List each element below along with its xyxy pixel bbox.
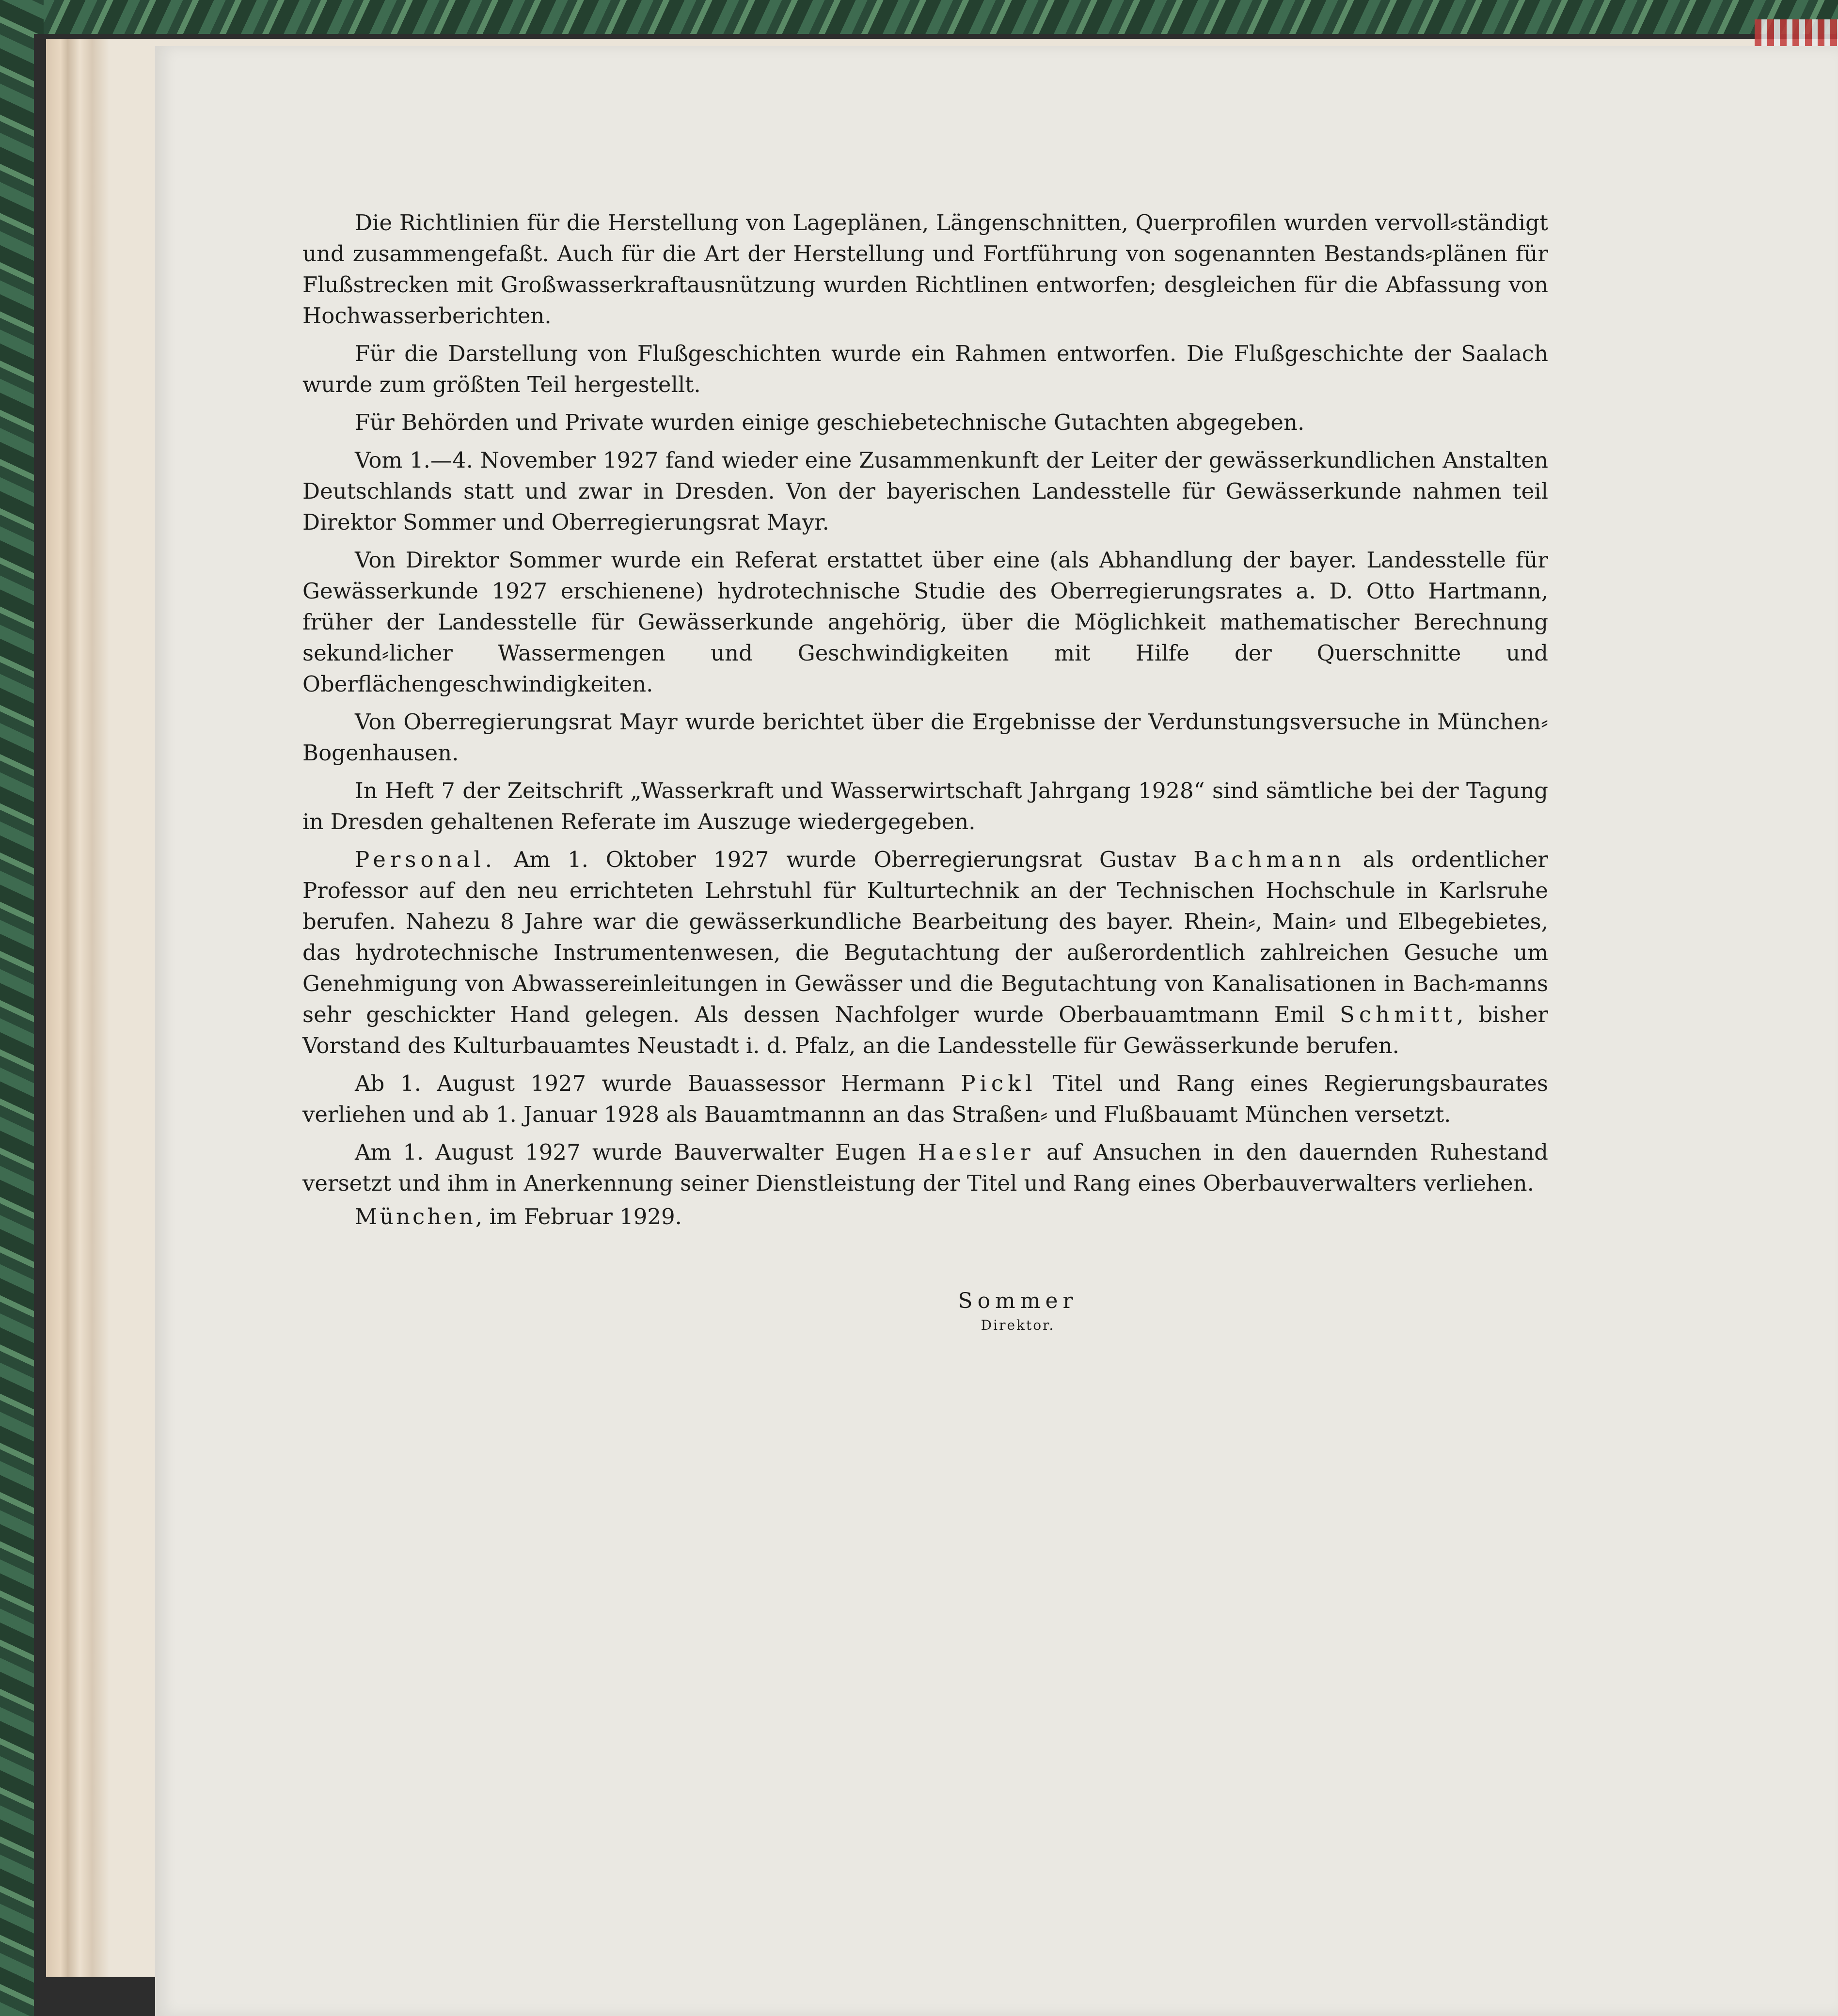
name-haesler: Haesler — [918, 1139, 1035, 1165]
dateline-date: , im Februar 1929. — [475, 1204, 682, 1229]
paragraph-heft: In Heft 7 der Zeitschrift „Wasserkraft und Wasserwirtschaft Jahrgang 1928“ sind sämtliche bei der Tagung in Dresden gehaltenen Referate im Auszuge wiedergegeben. — [302, 778, 1548, 835]
signature-name: Sommer — [958, 1289, 1078, 1313]
paragraph-pickl — [302, 1068, 1548, 1130]
personal-text-1: Am 1. Oktober 1927 wurde Oberregierungsrat Gustav — [496, 847, 1194, 872]
name-bachmann: Bachmann — [1193, 847, 1346, 872]
body-text — [302, 207, 1548, 1206]
paragraph-verdunstung: Von Oberregierungsrat Mayr wurde berichtet über die Ergebnisse der Verdunstungsversuche in München⸗Bogenhausen. — [302, 709, 1548, 766]
paragraph-haesler — [302, 1137, 1548, 1199]
personal-text-3: , bisher Vorstand des Kulturbauamtes Neustadt i. d. Pfalz, an die Landesstelle für Gewässerkunde berufen. — [302, 1002, 1549, 1058]
personal-heading: Personal. — [355, 847, 497, 872]
name-schmitt: Schmitt — [1340, 1002, 1457, 1027]
haesler-text-2: auf Ansuchen in den dauernden Ruhestand versetzt und ihm in Anerkennung seiner Dienstleistung der Titel und Rang eines Oberbauverwalters verliehen. — [302, 1139, 1548, 1196]
paragraph-flussgeschichte: Für die Darstellung von Flußgeschichten wurde ein Rahmen entworfen. Die Flußgeschichte der Saalach wurde zum größten Teil hergestellt. — [302, 341, 1548, 397]
haesler-text-1: Am 1. August 1927 wurde Bauverwalter Eugen — [355, 1139, 918, 1165]
signature-block — [872, 1287, 1163, 1335]
name-pickl: Pickl — [961, 1071, 1037, 1096]
paragraph-gutachten: Für Behörden und Private wurden einige geschiebetechnische Gutachten abgegeben. — [355, 410, 1305, 435]
dateline-city: München — [355, 1204, 475, 1229]
signature-title: Direktor. — [981, 1317, 1055, 1333]
paragraph-zusammenkunft: Vom 1.—4. November 1927 fand wieder eine Zusammenkunft der Leiter der gewässerkundlichen Anstalten Deutschlands statt und zwar in Dresden. Von der bayerischen Landesstelle für Gewässerkunde nahmen teil Direktor Sommer und Oberregierungsrat Mayr. — [302, 447, 1548, 535]
pickl-text-2: Titel und Rang eines Regierungsbaurates verliehen und ab 1. Januar 1928 als Bauamtmannn an das Straßen⸗ und Flußbauamt München versetzt. — [302, 1071, 1549, 1127]
paragraph-personal — [302, 844, 1548, 1061]
pickl-text-1: Ab 1. August 1927 wurde Bauassessor Hermann — [355, 1071, 961, 1096]
paragraph-richtlinien: Die Richtlinien für die Herstellung von Lageplänen, Längenschnitten, Querprofilen wurden vervoll⸗ständigt und zusammengefaßt. Auch für die Art der Herstellung und Fortführung von sogenannten Bestands⸗plänen für Flußstrecken mit Großwasserkraftausnützung wurden Richtlinen entworfen; desgleichen für die Abfassung von Hochwasserberichten. — [302, 210, 1548, 329]
personal-text-2: als ordentlicher Professor auf den neu errichteten Lehrstuhl für Kulturtechnik an der Technischen Hochschule in Karlsruhe berufen. Nahezu 8 Jahre war die gewässerkundliche Bearbeitung des bayer. Rhein⸗, Main⸗ und Elbegebietes, das hydrotechnische Instrumentenwesen, die Begutachtung der außerordentlich zahlreichen Gesuche um Genehmigung von Abwassereinleitungen in Gewässer und die Begutachtung von Kanalisationen in Bach⸗manns sehr geschickter Hand gelegen. Als dessen Nachfolger wurde Oberbauamtmann Emil — [302, 847, 1548, 1027]
paragraph-referat: Von Direktor Sommer wurde ein Referat erstattet über eine (als Abhandlung der bayer. Landesstelle für Gewässerkunde 1927 erschienene) hydrotechnische Studie des Oberregierungsrates a. D. Otto Hartmann, früher der Landesstelle für Gewässerkunde angehörig, über die Möglichkeit mathematischer Berechnung sekund⸗licher Wassermengen und Geschwindigkeiten mit Hilfe der Querschnitte und Oberflächengeschwindigkeiten. — [302, 547, 1548, 697]
dateline — [355, 1204, 682, 1229]
